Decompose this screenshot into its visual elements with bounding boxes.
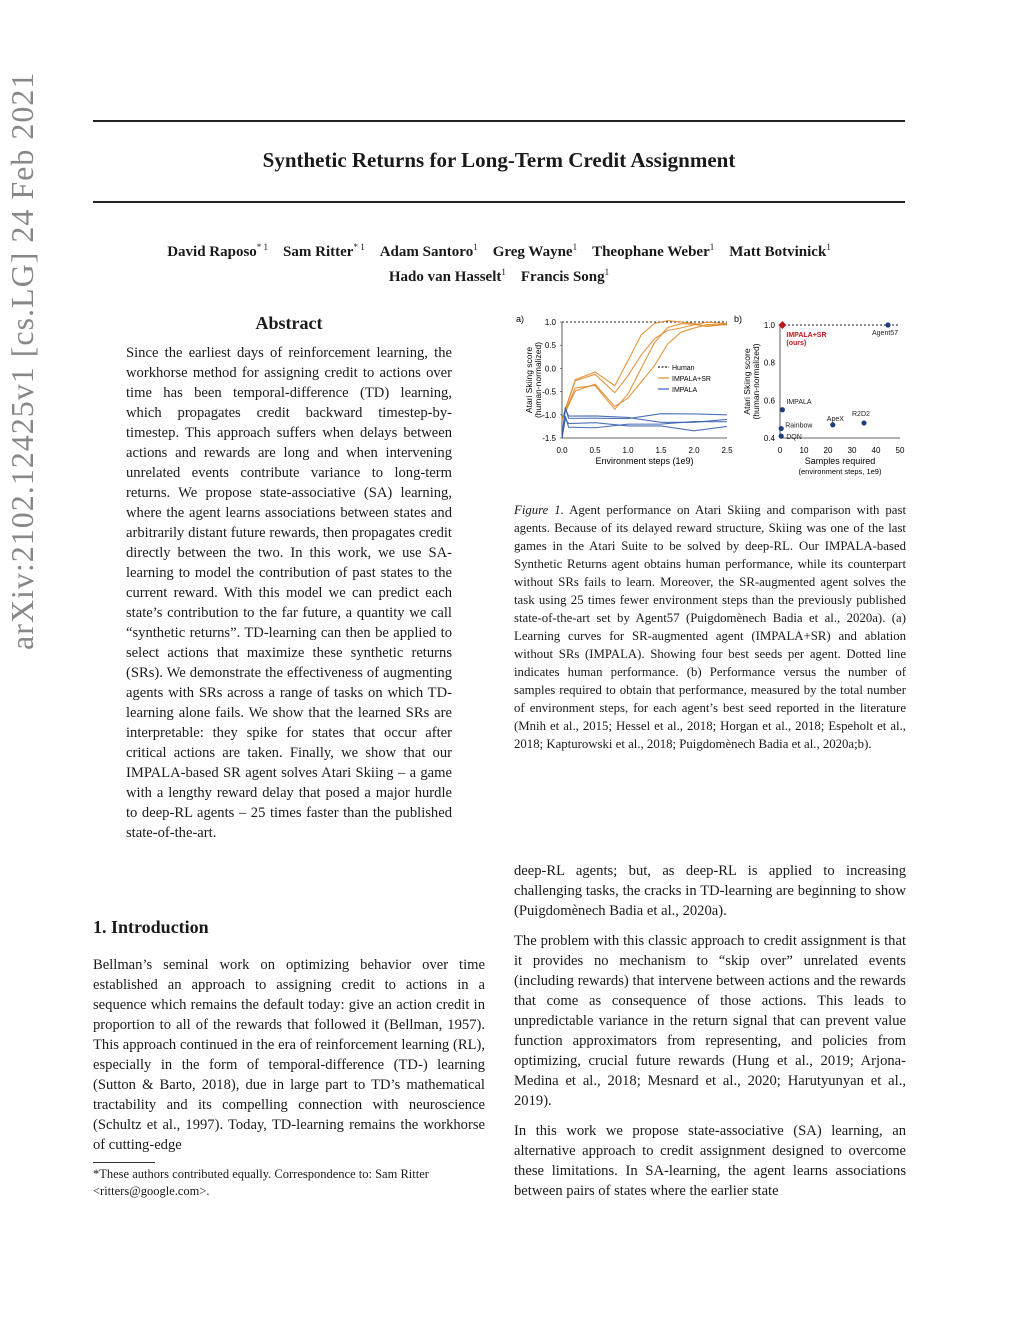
- scatter-point: [779, 426, 784, 431]
- author-list: [93, 237, 905, 287]
- x-tick-label: 0: [777, 446, 783, 455]
- y-tick-label: 0.5: [544, 341, 556, 351]
- series-line-impala-sr: [562, 322, 727, 419]
- introduction-heading: 1. Introduction: [93, 917, 209, 937]
- x-axis-label: Environment steps (1e9): [595, 456, 694, 466]
- introduction-body: [93, 955, 485, 1155]
- abstract-heading: Abstract: [255, 313, 323, 333]
- right-paragraph-2: The problem with this classic approach to credit assignment is that it provides no mechanism to “skip over” unrelated events (including rewards) that intervene between actions and the rewards that come as consequence of those actions. This leads to unpredictable variance in the return signal that can prevent value function approximators from representing, and policies from optimizing, crucial future rewards (Hung et al., 2019; Arjona-Medina et al., 2018; Mesnard et al., 2020; Harutyunyan et al., 2019).: [514, 933, 906, 1109]
- caption-text: Agent performance on Atari Skiing and comparison with past agents. Because of its delayed reward structure, Skiing was one of the last games in the Atari Suite to be solved by deep-RL. Our IMPALA-based Synthetic Returns agent obtains human performance, while its counterpart without SRs fails to learn. Moreover, the SR-augmented agent solves the task using 25 times fewer environment steps than the previously published state-of-the-art set by Agent57 (Puigdomènech Badia et al., 2020a). (a) Learning curves for SR-augmented agent (IMPALA+SR) and ablation without SRs (IMPALA). Showing four best seeds per agent. Dotted line indicates human performance. (b) Performance versus the number of samples required to obtain that performance, measured by the total number of environment steps, for each agent’s best seed reported in the literature (Mnih et al., 2015; Hessel et al., 2018; Horgan et al., 2018; Espeholt et al., 2018; Kapturowski et al., 2018; Puigdomènech Badia et al., 2020a;b).: [514, 503, 906, 751]
- caption-label: Figure 1.: [514, 503, 564, 517]
- point-label: ApeX: [826, 415, 844, 423]
- x-tick-label: 10: [799, 446, 809, 455]
- right-column-body: [514, 861, 906, 1211]
- y-axis-label-line: (human-normalized): [533, 341, 543, 419]
- x-tick-label: 20: [823, 446, 833, 455]
- series-line-impala-sr: [562, 321, 727, 420]
- author-name: Greg Wayne: [492, 244, 573, 260]
- x-tick-label: 2.0: [688, 446, 700, 455]
- scatter-point: [779, 434, 784, 439]
- authors-line-1: [93, 237, 905, 262]
- panel-label: b): [734, 314, 743, 324]
- right-paragraph-1: deep-RL agents; but, as deep-RL is applied to increasing challenging tasks, the cracks in TD-learning are beginning to show (Puigdomènech Badia et al., 2020a).: [514, 863, 906, 919]
- author-name: David Raposo: [167, 244, 257, 260]
- y-tick-label: -0.5: [542, 387, 556, 397]
- author-affiliation: * 1: [256, 242, 269, 252]
- x-tick-label: 40: [871, 446, 881, 455]
- point-label: IMPALA+SR: [786, 332, 827, 339]
- abstract-text: Since the earliest days of reinforcement learning, the workhorse method for assigning credit to actions over time has been temporal-difference (TD) learning, which propagates credit backward timestep-by-timestep. This approach suffers when delays between actions and rewards are long and when intervening unrelated events contribute variance to long-term returns. We propose state-associative (SA) learning, where the agent learns associations between states and arbitrarily distant future rewards, then propagates credit directly between the two. In this work, we use SA-learning to model the contribution of past states to the current reward. With this model we can predict each state’s contribution to the far future, a quantity we call “synthetic returns”. TD-learning can then be applied to select actions that maximize these synthetic returns (SRs). We demonstrate the effectiveness of augmenting agents with SRs across a range of tasks on which TD-learning alone fails. We show that the learned SRs are interpretable: they spike for states that occur after critical actions are taken. Finally, we show that our IMPALA-based SR agent solves Atari Skiing – a game with a lengthy reward delay that posed a major hurdle to deep-RL agents – 25 times faster than the published state-of-the-art.: [126, 345, 452, 841]
- author-affiliation: * 1: [353, 242, 365, 252]
- point-sublabel: (ours): [786, 340, 807, 347]
- author-name: Hado van Hasselt: [388, 269, 502, 285]
- author-affiliation: 1: [473, 242, 478, 252]
- legend-entry: IMPALA: [672, 387, 698, 394]
- x-tick-label: 1.0: [622, 446, 634, 455]
- author-name: Adam Santoro: [379, 244, 474, 260]
- author-name: Francis Song: [520, 269, 605, 285]
- y-tick-label: -1.0: [542, 410, 556, 420]
- x-tick-label: 0.5: [589, 446, 601, 455]
- scatter-point: [780, 407, 785, 412]
- top-rule: [93, 120, 905, 122]
- right-paragraph-3: In this work we propose state-associative (SA) learning, an alternative approach to credit assignment designed to overcome these limitations. In SA-learning, the agent learns associations between pairs of states where the earlier state: [514, 1123, 906, 1199]
- author-affiliation: 1: [501, 267, 506, 277]
- point-label: Agent57: [872, 330, 899, 337]
- x-tick-label: 2.5: [721, 446, 733, 455]
- y-axis-label-line: Atari Skiing score: [742, 348, 752, 415]
- legend-entry: Human: [672, 365, 695, 372]
- authors-line-2: [93, 262, 905, 287]
- x-axis-sublabel: (environment steps, 1e9): [798, 467, 882, 476]
- point-label: Rainbow: [785, 422, 813, 430]
- y-tick-label: 0.0: [544, 364, 556, 374]
- scatter-point: [885, 322, 890, 327]
- author-name: Sam Ritter: [283, 244, 354, 260]
- series-line-impala-sr: [562, 324, 727, 420]
- x-tick-label: 50: [895, 446, 905, 455]
- x-axis-label: Samples required: [804, 456, 876, 466]
- legend-entry: IMPALA+SR: [672, 376, 711, 383]
- scatter-point: [861, 420, 866, 425]
- author-affiliation: 1: [826, 242, 831, 252]
- paper-title: Synthetic Returns for Long-Term Credit Assignment: [262, 148, 736, 172]
- series-line-impala-sr: [562, 325, 727, 420]
- y-axis-label-line: (human-normalized): [751, 343, 761, 420]
- y-tick-label: 1.0: [763, 321, 775, 330]
- y-tick-label: 0.6: [763, 396, 775, 406]
- author-affiliation: 1: [604, 267, 610, 277]
- y-tick-label: 1.0: [544, 318, 556, 327]
- figure-1-svg: [512, 310, 912, 485]
- y-tick-label: 0.8: [763, 358, 775, 368]
- x-tick-label: 30: [847, 446, 857, 455]
- author-affiliation: 1: [709, 242, 715, 252]
- figure-1: [512, 310, 912, 485]
- scatter-point: [830, 422, 835, 427]
- point-label: IMPALA: [786, 398, 812, 406]
- y-axis-label-line: Atari Skiing score: [524, 346, 534, 414]
- arxiv-stamp: arXiv:2102.12425v1 [cs.LG] 24 Feb 2021: [4, 71, 40, 650]
- y-tick-label: 0.4: [763, 434, 775, 443]
- point-label: DQN: [786, 434, 802, 442]
- y-axis-label: [524, 342, 543, 418]
- y-tick-label: -1.5: [542, 434, 556, 443]
- panel-b: [734, 314, 905, 476]
- footnote-rule: [93, 1162, 155, 1163]
- intro-paragraph: Bellman’s seminal work on optimizing behavior over time established an approach to assigning credit to actions in a sequence which remains the default today: give an action credit in proportion to all of the rewards that followed it (Bellman, 1957). This approach continued in the era of reinforcement learning (RL), especially in the form of temporal-difference (TD-) learning (Sutton & Barto, 2018), due in large part to TD’s mathematical tractability and its compelling connection with neuroscience (Schultz et al., 1997). Today, TD-learning remains the workhorse of cutting-edge: [93, 957, 485, 1153]
- figure-caption: [514, 501, 906, 753]
- point-label: R2D2: [852, 410, 870, 418]
- author-affiliation: 1: [572, 242, 578, 252]
- x-tick-label: 1.5: [655, 446, 667, 455]
- panel-a: [516, 314, 733, 466]
- x-tick-label: 0.0: [556, 446, 568, 455]
- title-bottom-rule: [93, 201, 905, 203]
- y-axis-label: [742, 343, 761, 419]
- series-line-impala: [562, 416, 727, 438]
- panel-label: a): [516, 314, 525, 324]
- author-name: Matt Botvinick: [729, 244, 827, 260]
- footnote: *These authors contributed equally. Correspondence to: Sam Ritter <ritters@google.com>.: [93, 1167, 429, 1198]
- author-name: Theophane Weber: [592, 244, 710, 260]
